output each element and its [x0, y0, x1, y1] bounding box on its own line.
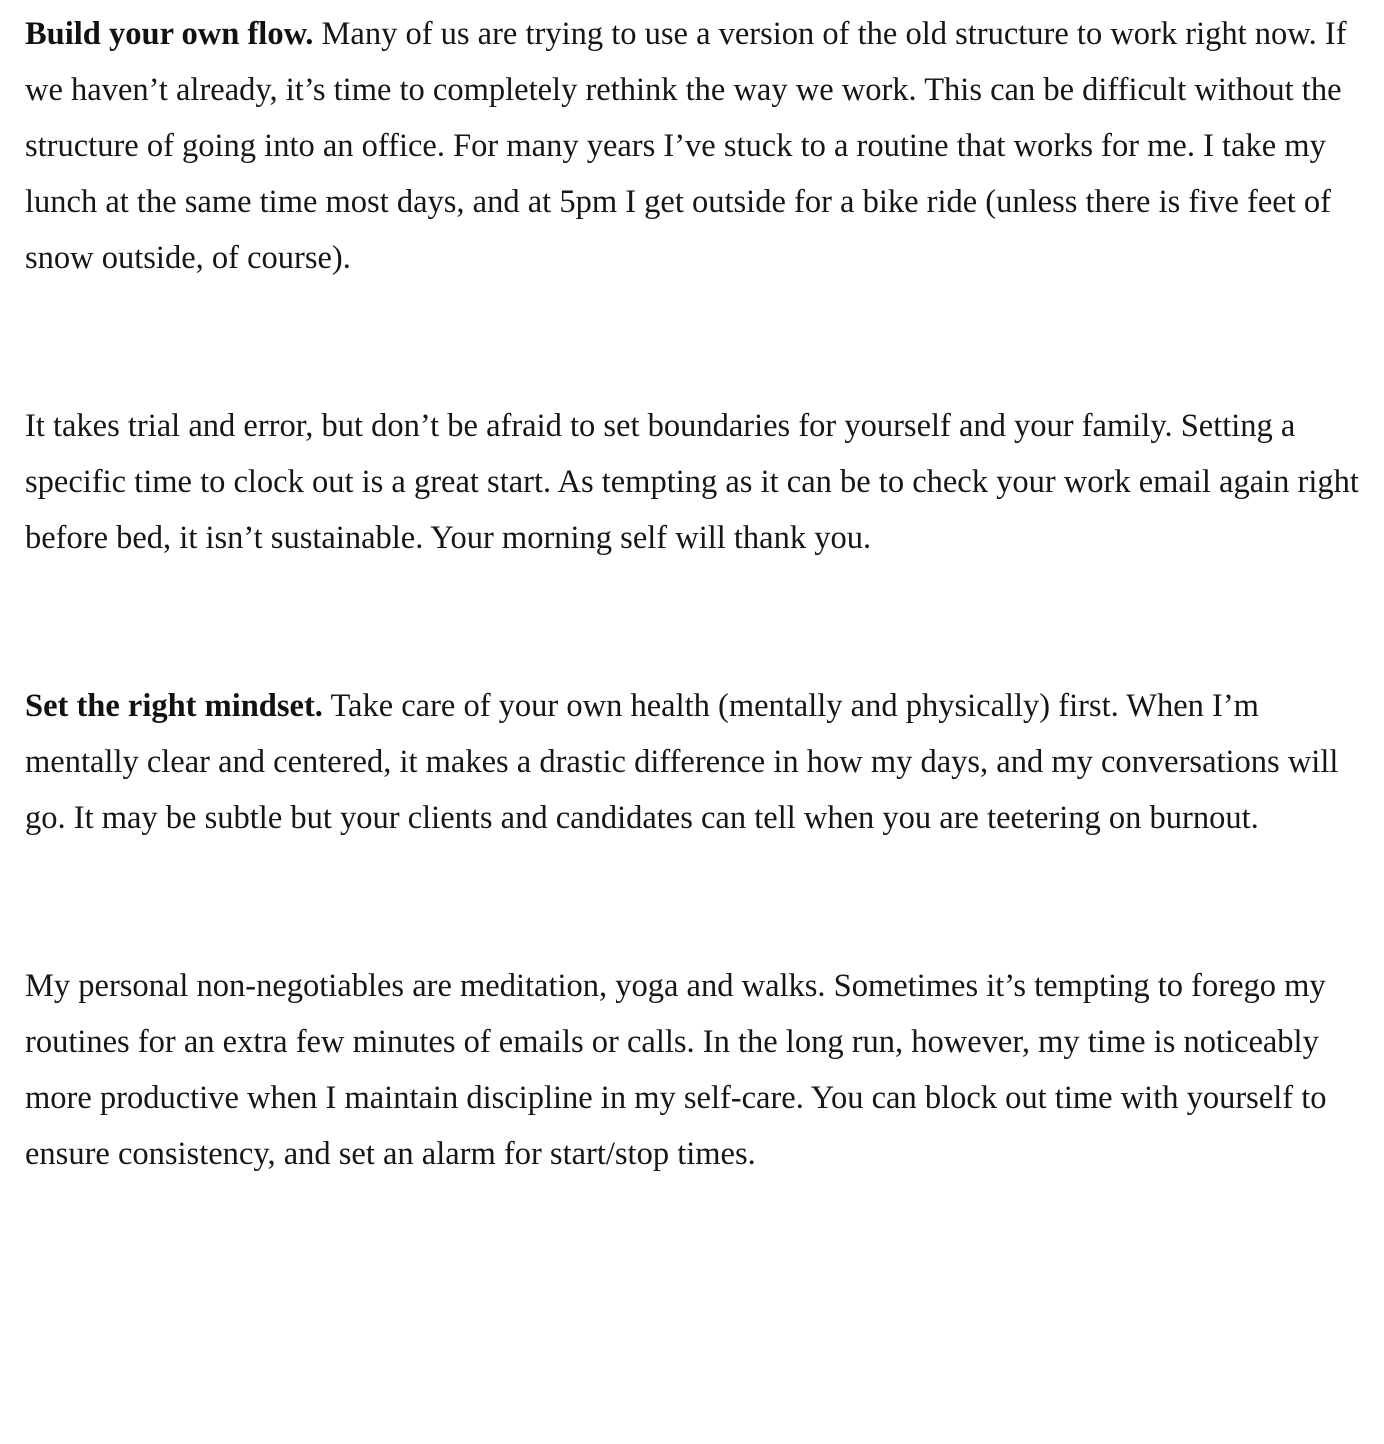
paragraph-text: Many of us are trying to use a version of the old structure to work right now. If we haven’t already, it’s time to completely rethink the way we work. This can be difficult without the structure of going into an office. For many years I’ve stuck to a routine that works for me. I take my lunch at the same time most days, and at 5pm I get outside for a bike ride (unless there is five feet of snow outside, of course).	[25, 16, 1347, 276]
paragraph-set-the-right-mindset	[25, 678, 1365, 846]
paragraph-lead-heading: Build your own flow.	[25, 16, 314, 52]
paragraph-text: My personal non-negotiables are meditation, yoga and walks. Sometimes it’s tempting to forego my routines for an extra few minutes of emails or calls. In the long run, however, my time is noticeably more productive when I maintain discipline in my self-care. You can block out time with yourself to ensure consistency, and set an alarm for start/stop times.	[25, 968, 1327, 1172]
article-body	[25, 6, 1365, 1182]
paragraph-lead-heading: Set the right mindset.	[25, 688, 323, 724]
paragraph-non-negotiables	[25, 958, 1365, 1182]
paragraph-boundaries	[25, 398, 1365, 566]
paragraph-build-your-own-flow	[25, 6, 1365, 286]
paragraph-text: It takes trial and error, but don’t be afraid to set boundaries for yourself and your family. Setting a specific time to clock out is a great start. As tempting as it can be to check your work email again right before bed, it isn’t sustainable. Your morning self will thank you.	[25, 408, 1359, 556]
paragraph-text: Take care of your own health (mentally and physically) first. When I’m mentally clear and centered, it makes a drastic difference in how my days, and my conversations will go. It may be subtle but your clients and candidates can tell when you are teetering on burnout.	[25, 688, 1339, 836]
